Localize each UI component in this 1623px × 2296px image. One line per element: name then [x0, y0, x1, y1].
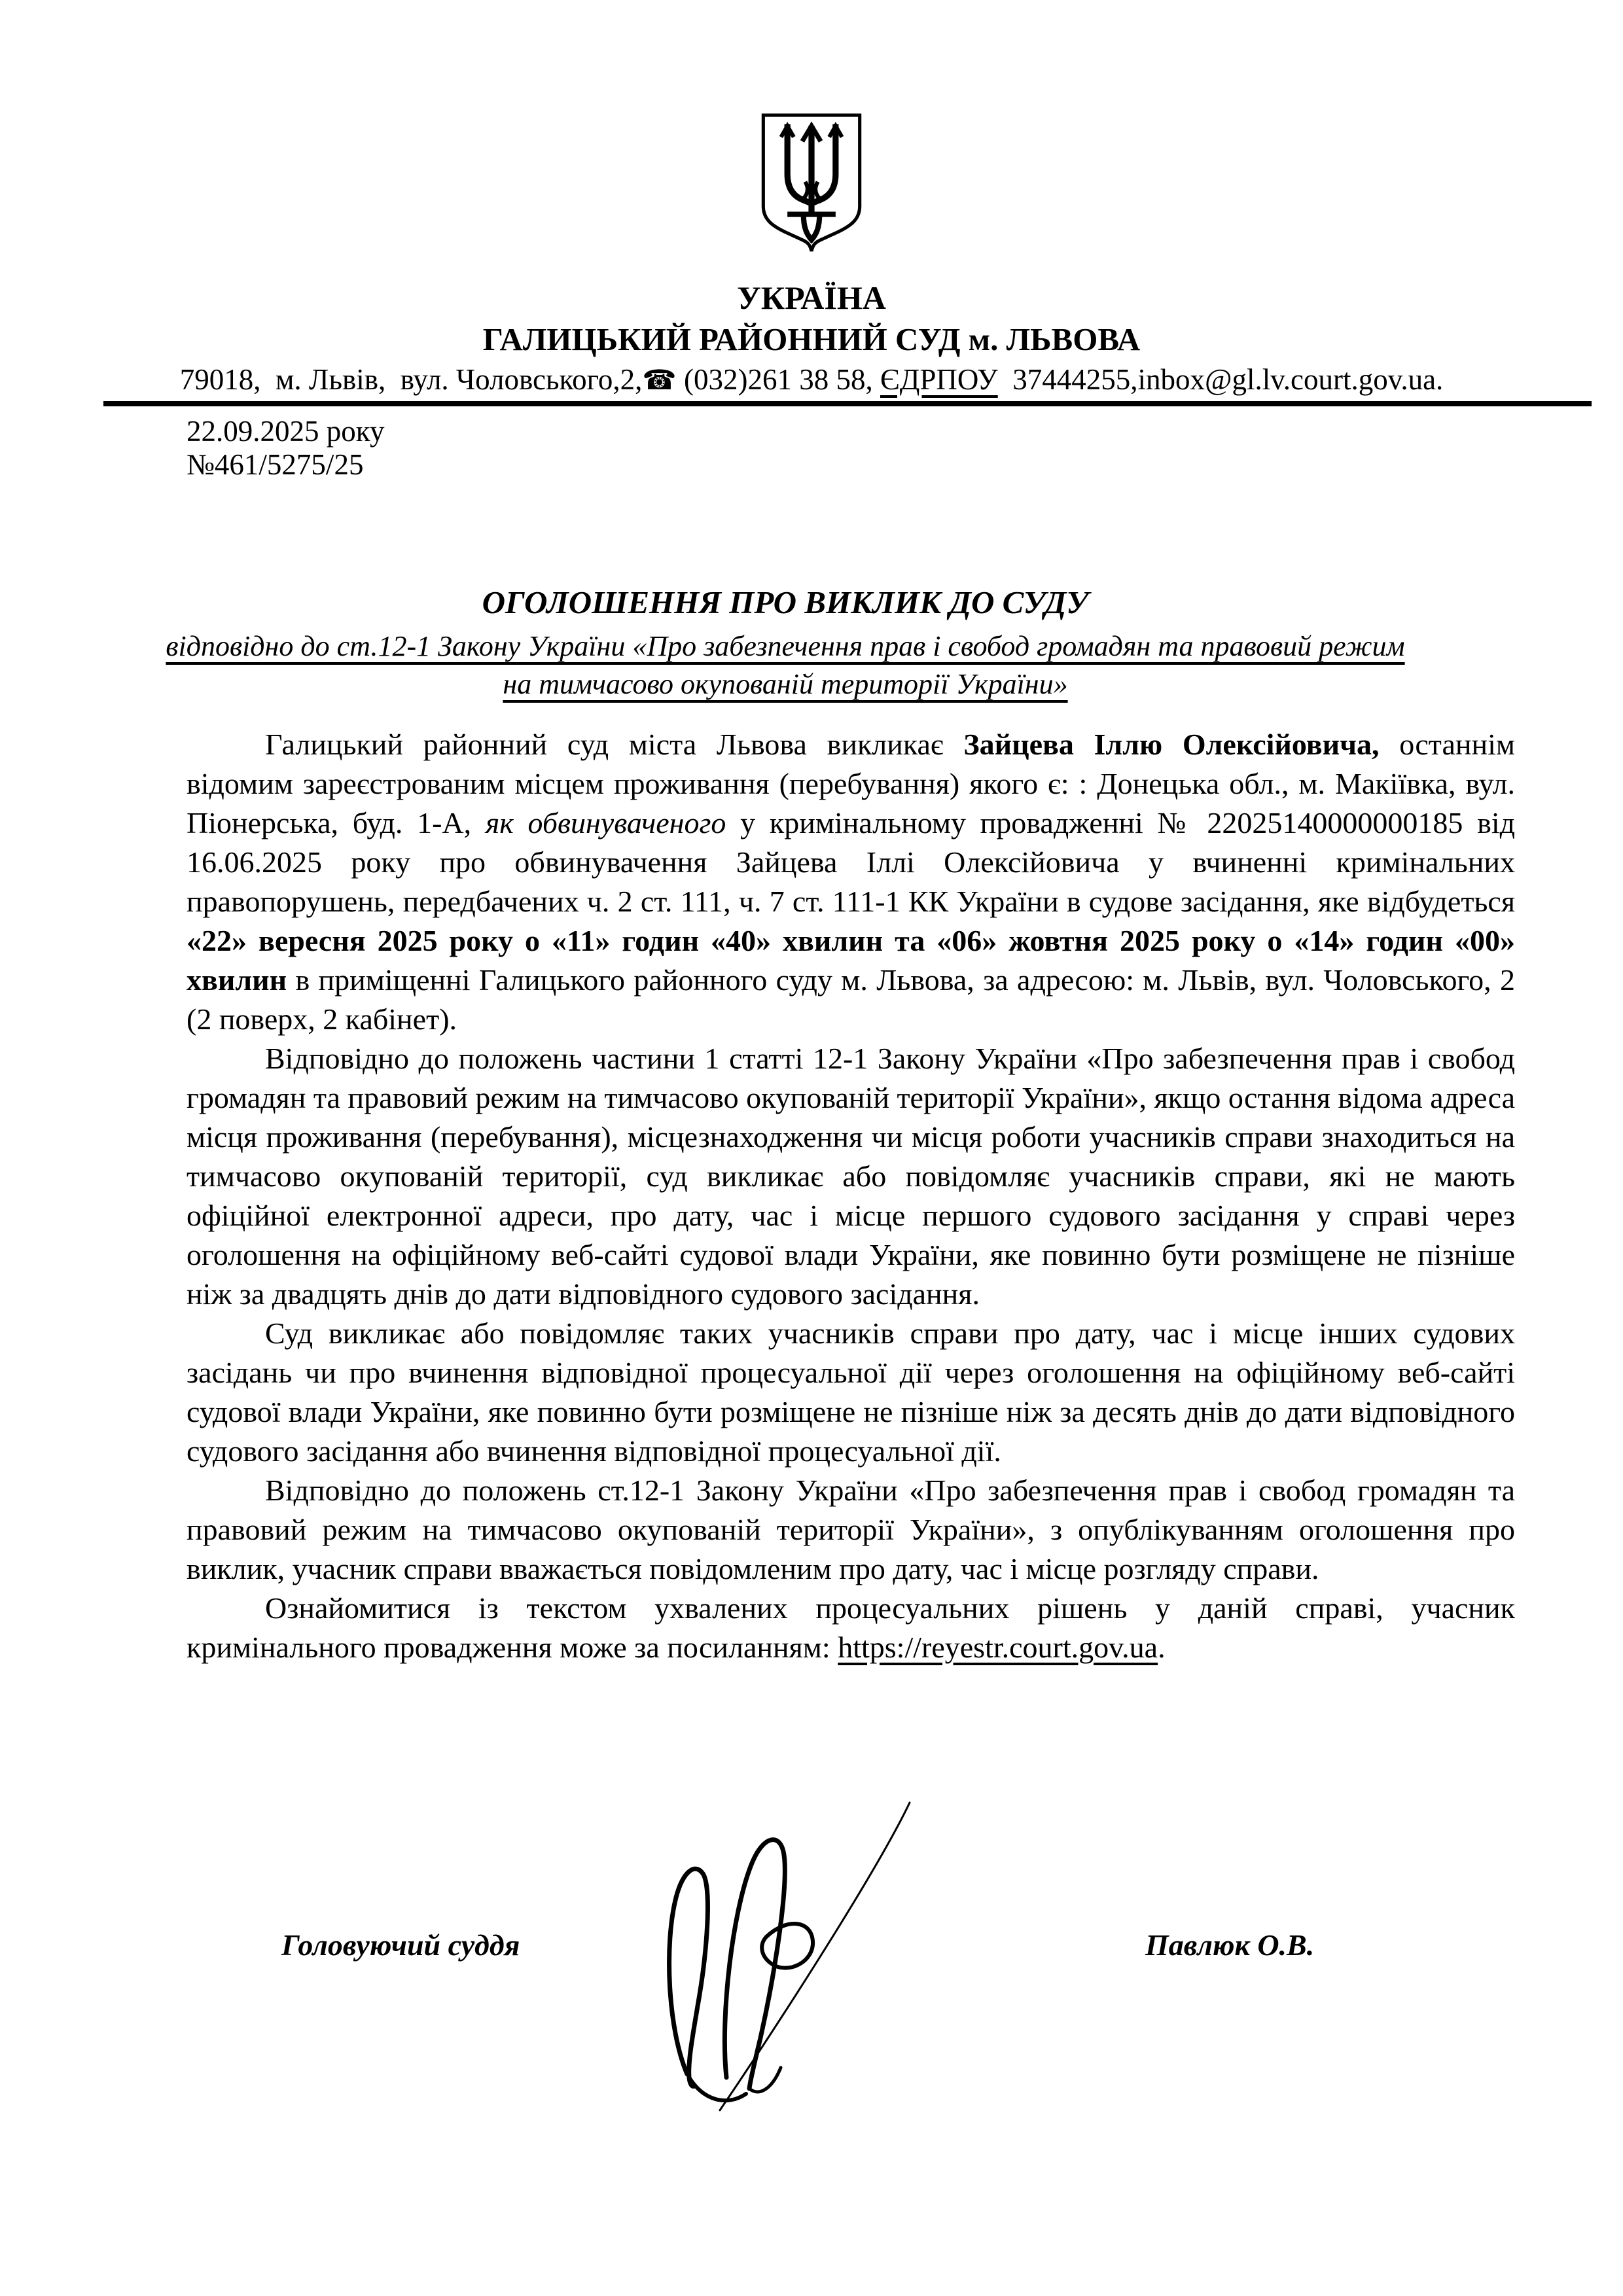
- ukraine-tryzub-icon: [757, 113, 866, 256]
- role-as-accused: як обвинуваченого: [485, 806, 726, 839]
- registry-link[interactable]: https://reyestr.court.gov.ua: [838, 1631, 1158, 1664]
- court-name: ГАЛИЦЬКИЙ РАЙОННИЙ СУД м. ЛЬВОВА: [482, 321, 1141, 357]
- judge-name: Павлюк О.В.: [1145, 1928, 1315, 1962]
- date-and-case-number: [187, 415, 384, 482]
- phone-icon: ☎: [642, 364, 677, 396]
- case-number: №461/5275/25: [187, 448, 364, 481]
- country-name: УКРАЇНА: [737, 279, 886, 316]
- court-address-line: [0, 362, 1623, 397]
- edrpou-label: ЄДРПОУ: [880, 363, 998, 396]
- paragraph-registry: Ознайомитися із текстом ухвалених процесуальних рішень у даній справі, учасник кримінального провадження може за посиланням: https://reyestr.court.gov.ua.: [187, 1591, 1515, 1664]
- announcement-title: ОГОЛОШЕННЯ ПРО ВИКЛИК ДО СУДУ: [482, 584, 1089, 620]
- signature-role-label: Головуючий суддя: [281, 1928, 520, 1962]
- announcement-subtitle-line1: відповідно до ст.12-1 Закону України «Про забезпечення прав і свобод громадян та правовий режим: [166, 630, 1405, 662]
- header-divider-rule: [103, 401, 1592, 406]
- doc-date: 22.09.2025 року: [187, 415, 385, 448]
- handwritten-signature-icon: [612, 1786, 952, 2117]
- paragraph-deemed-notified: Відповідно до положень ст.12-1 Закону України «Про забезпечення прав і свобод громадян та правовий режим на тимчасово окупованій території України», з опублікуванням оголошення про виклик, учасник справи вважається повідомленим про дату, час і місце розгляду справи.: [187, 1474, 1515, 1585]
- phone-number: (032)261 38 58,: [676, 363, 880, 396]
- paragraph-summons: Галицький районний суд міста Львова викликає Зайцева Іллю Олексійовича, останнім відомим зареєстрованим місцем проживання (перебування) якого є: : Донецька обл., м. Макіївка, вул. Піонерська, буд. 1-А, як обвинуваченого у кримінальному провадженні № 22025140000000185 від 16.06.2025 року про обвинувачення Зайцева Іллі Олексійовича у вчиненні кримінальних правопорушень, передбачених ч. 2 ст. 111, ч. 7 ст. 111-1 КК України в судове засідання, яке відбудеться «22» вересня 2025 року о «11» годин «40» хвилин та «06» жовтня 2025 року о «14» годин «00» хвилин в приміщенні Галицького районного суду м. Львова, за адресою: м. Львів, вул. Чоловського, 2 (2 поверх, 2 кабінет).: [187, 728, 1516, 1036]
- announcement-subtitle-line2: на тимчасово окупованій території України»: [503, 668, 1068, 700]
- address-suffix: 37444255,inbox@gl.lv.court.gov.ua.: [997, 363, 1444, 396]
- hearing-datetimes: «22» вересня 2025 року о «11» годин «40» хвилин та «06» жовтня 2025 року о «14» годин «00» хвилин: [187, 924, 1515, 997]
- document-body: [187, 725, 1515, 1667]
- address-prefix: 79018, м. Львів, вул. Чоловського,2,: [179, 363, 643, 396]
- defendant-name: Зайцева Іллю Олексійовича,: [963, 728, 1380, 761]
- paragraph-other-hearings: Суд викликає або повідомляє таких учасників справи про дату, час і місце інших судових засідань чи про вчинення відповідної процесуальної дії через оголошення на офіційному веб-сайті судової влади України, яке повинно бути розміщене не пізніше ніж за десять днів до дати відповідного судового засідання або вчинення відповідної процесуальної дії.: [187, 1316, 1515, 1468]
- paragraph-law-first-hearing: Відповідно до положень частини 1 статті 12-1 Закону України «Про забезпечення прав і свобод громадян та правовий режим на тимчасово окупованій території України», якщо остання відома адреса місця проживання (перебування), місцезнаходження чи місця роботи учасників справи знаходиться на тимчасово окупованій території, суд викликає або повідомляє учасників справи, які не мають офіційної електронної адреси, про дату, час і місце першого судового засідання у справі через оголошення на офіційному веб-сайті судової влади України, яке повинно бути розміщене не пізніше ніж за двадцять днів до дати відповідного судового засідання.: [187, 1042, 1515, 1311]
